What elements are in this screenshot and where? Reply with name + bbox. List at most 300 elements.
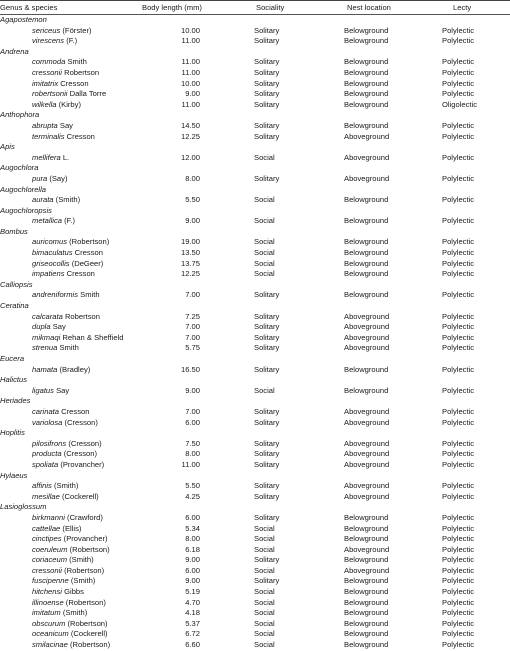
species-author: (Smith) [69,555,94,565]
species-row [0,629,510,640]
species-name [32,576,95,587]
species-author: (Cresson) [63,449,98,459]
species-epithet: andreniformis [32,290,79,300]
sociality-value: Social [254,587,275,597]
lecty-value: Polylectic [442,173,475,183]
genus-row [0,163,510,174]
species-name [32,608,87,619]
species-row [0,545,510,556]
nest-location-value: Belowground [344,534,389,544]
species-author: L. [62,152,70,162]
species-row [0,121,510,132]
genus-row [0,502,510,513]
genus-row [0,428,510,439]
species-author: (Cresson) [64,417,98,427]
genus-name: Agapostemon [0,15,47,24]
species-author: (Say) [49,173,68,183]
header-genus-species: Genus & species [0,3,58,12]
genus-name: Apis [0,142,15,152]
nest-location-value: Belowground [344,618,389,628]
species-epithet: fuscipenne [32,576,69,586]
genus-row [0,47,510,58]
sociality-value: Solitary [254,99,280,109]
body-length-value: 8.00 [185,173,200,183]
sociality-value: Solitary [254,576,280,586]
nest-location-value: Belowground [344,576,389,586]
genus-row [0,280,510,291]
species-epithet: dupla [32,322,51,332]
genus-name: Hylaeus [0,470,28,480]
species-epithet: robertsonii [32,89,68,99]
sociality-value: Solitary [254,449,280,459]
nest-location-value: Aboveground [344,481,390,491]
species-epithet: terminalis [32,131,65,141]
species-row [0,587,510,598]
lecty-value: Polylectic [442,608,475,618]
species-epithet: mellifera [32,152,61,162]
species-epithet: imitatum [32,608,61,618]
species-name [32,343,79,354]
genus-name: Augochlora [0,163,39,173]
nest-location-value: Belowground [344,608,389,618]
species-author: Smith [80,290,100,300]
species-row [0,365,510,376]
species-name [32,259,103,270]
body-length-value: 11.00 [181,99,200,109]
lecty-value: Polylectic [442,332,475,342]
genus-row [0,227,510,238]
sociality-value: Solitary [254,57,280,67]
body-length-value: 6.72 [185,629,200,639]
body-length-value: 19.00 [180,237,200,247]
sociality-value: Social [254,152,275,162]
nest-location-value: Belowground [344,99,389,109]
header-body-length: Body length (mm) [142,3,202,12]
lecty-value: Polylectic [442,523,475,533]
lecty-value: Polylectic [442,216,475,226]
species-author: (Provancher) [63,534,108,544]
sociality-value: Social [254,248,275,258]
lecty-value: Polylectic [442,491,475,501]
sociality-value: Solitary [254,290,280,300]
species-row [0,248,510,259]
lecty-value: Polylectic [442,258,475,268]
genus-name: Augochloropsis [0,205,52,215]
species-name [32,333,123,344]
sociality-value: Social [254,640,275,650]
header-lecty: Lecty [453,3,472,12]
sociality-value: Solitary [254,512,280,522]
lecty-value: Polylectic [442,311,475,321]
species-epithet: cattellae [32,523,61,533]
species-author: Smith [67,57,87,67]
body-length-value: 7.50 [185,438,200,448]
species-author: (Robertson) [64,565,105,575]
species-epithet: calcarata [32,311,63,321]
species-epithet: birkmanni [32,512,65,522]
sociality-value: Social [254,269,275,279]
genus-row [0,396,510,407]
species-row [0,237,510,248]
species-epithet: virescens [32,36,65,46]
body-length-value: 12.00 [180,152,200,162]
sociality-value: Social [254,216,275,226]
species-name [32,79,89,90]
species-epithet: spoliata [32,459,59,469]
lecty-value: Polylectic [442,544,475,554]
species-row [0,259,510,270]
body-length-value: 11.00 [181,36,200,46]
sociality-value: Social [254,597,275,607]
sociality-value: Solitary [254,25,280,35]
species-name [32,290,100,301]
nest-location-value: Belowground [344,364,389,374]
body-length-value: 6.18 [185,544,200,554]
nest-location-value: Belowground [344,269,389,279]
body-length-value: 5.34 [185,523,200,533]
species-epithet: ligatus [32,385,54,395]
species-author: Cresson [60,78,89,88]
species-row [0,343,510,354]
body-length-value: 8.00 [185,534,200,544]
lecty-value: Oligolectic [442,99,478,109]
body-length-value: 10.00 [180,78,200,88]
lecty-value: Polylectic [442,131,475,141]
sociality-value: Social [254,237,275,247]
sociality-value: Social [254,195,275,205]
sociality-value: Social [254,565,275,575]
species-name [32,439,102,450]
species-name [32,513,103,524]
genus-row [0,354,510,365]
nest-location-value: Aboveground [344,438,390,448]
sociality-value: Solitary [254,438,280,448]
species-name [32,365,90,376]
sociality-value: Solitary [254,78,280,88]
species-name [32,269,95,280]
header-nest-location: Nest location [347,3,391,12]
sociality-value: Solitary [254,481,280,491]
species-epithet: aurata [32,195,54,205]
species-name [32,449,97,460]
species-name [32,629,108,640]
genus-name: Anthophora [0,110,40,120]
species-row [0,566,510,577]
species-author: (Robertson) [70,640,111,650]
lecty-value: Polylectic [442,565,475,575]
sociality-value: Solitary [254,364,280,374]
species-row [0,89,510,100]
lecty-value: Polylectic [442,364,475,374]
nest-location-value: Belowground [344,248,389,258]
species-name [32,36,77,47]
species-name [32,555,94,566]
species-name [32,566,104,577]
species-epithet: griseocollis [32,258,70,268]
species-name [32,216,75,227]
genus-row [0,110,510,121]
nest-location-value: Aboveground [344,491,390,501]
species-row [0,460,510,471]
species-author: (F.) [64,216,76,226]
lecty-value: Polylectic [442,67,475,77]
species-epithet: bimaculatus [32,248,73,258]
species-epithet: abrupta [32,120,58,130]
body-length-value: 8.00 [185,449,200,459]
species-row [0,322,510,333]
species-row [0,79,510,90]
species-author: (DeGeer) [71,258,104,268]
species-epithet: illinoense [32,597,64,607]
lecty-value: Polylectic [442,385,475,395]
body-length-value: 5.50 [185,195,200,205]
species-row [0,439,510,450]
species-row [0,100,510,111]
sociality-value: Social [254,544,275,554]
species-name [32,587,84,598]
species-author: Robertson [64,311,100,321]
genus-row [0,185,510,196]
species-row [0,174,510,185]
nest-location-value: Aboveground [344,459,390,469]
species-epithet: oceanicum [32,629,69,639]
species-row [0,555,510,566]
body-length-value: 10.00 [180,25,200,35]
species-author: (Smith) [55,195,81,205]
nest-location-value: Aboveground [344,406,390,416]
body-length-value: 14.50 [180,120,200,130]
species-epithet: commoda [32,57,66,67]
species-name [32,460,104,471]
species-author: Cresson [74,248,103,258]
nest-location-value: Belowground [344,629,389,639]
nest-location-value: Aboveground [344,152,390,162]
species-author: (Ellis) [62,523,82,533]
body-length-value: 7.25 [185,311,200,321]
sociality-value: Solitary [254,406,280,416]
lecty-value: Polylectic [442,417,475,427]
nest-location-value: Aboveground [344,449,390,459]
nest-location-value: Belowground [344,587,389,597]
species-author: (Förster) [62,25,92,35]
species-author: (Robertson) [65,597,106,607]
species-epithet: producta [32,449,62,459]
sociality-value: Solitary [254,67,280,77]
species-name [32,132,95,143]
nest-location-value: Aboveground [344,173,390,183]
lecty-value: Polylectic [442,587,475,597]
species-author: Cresson [66,131,95,141]
body-length-value: 11.00 [181,459,200,469]
sociality-value: Social [254,534,275,544]
lecty-value: Polylectic [442,597,475,607]
sociality-value: Solitary [254,311,280,321]
nest-location-value: Belowground [344,640,389,650]
species-name [32,492,99,503]
nest-location-value: Belowground [344,57,389,67]
lecty-value: Polylectic [442,36,475,46]
lecty-value: Polylectic [442,512,475,522]
body-length-value: 7.00 [185,322,200,332]
species-epithet: carinata [32,406,60,416]
species-row [0,386,510,397]
genus-name: Heriades [0,396,31,406]
species-name [32,524,81,535]
species-name [32,174,67,185]
species-epithet: strenua [32,343,58,353]
body-length-value: 9.00 [185,216,200,226]
nest-location-value: Aboveground [344,544,390,554]
species-row [0,608,510,619]
body-length-value: 9.00 [185,385,200,395]
nest-location-value: Belowground [344,195,389,205]
sociality-value: Solitary [254,491,280,501]
species-author: (Cockerell) [70,629,108,639]
species-name [32,68,99,79]
genus-row [0,206,510,217]
nest-location-value: Belowground [344,36,389,46]
species-author: Rehan & Sheffield [62,332,124,342]
genus-name: Ceratina [0,301,29,311]
species-name [32,386,69,397]
species-epithet: impatiens [32,269,65,279]
sociality-value: Solitary [254,89,280,99]
species-author: (Cresson) [68,438,102,448]
lecty-value: Polylectic [442,322,475,332]
species-author: Say [56,385,70,395]
species-name [32,322,66,333]
species-name [32,312,100,323]
body-length-value: 5.37 [185,618,200,628]
nest-location-value: Belowground [344,555,389,565]
species-row [0,407,510,418]
nest-location-value: Aboveground [344,131,390,141]
body-length-value: 4.18 [185,608,200,618]
lecty-value: Polylectic [442,248,475,258]
genus-row [0,142,510,153]
species-name [32,26,92,37]
genus-name: Calliopsis [0,279,33,289]
body-length-value: 13.75 [180,258,200,268]
nest-location-value: Belowground [344,67,389,77]
species-row [0,513,510,524]
species-row [0,418,510,429]
species-author: (Smith) [62,608,88,618]
table-body [0,15,510,651]
species-row [0,598,510,609]
species-row [0,333,510,344]
species-name [32,534,108,545]
species-row [0,492,510,503]
species-epithet: auricomus [32,237,68,247]
nest-location-value: Belowground [344,597,389,607]
body-length-value: 16.50 [180,364,200,374]
genus-row [0,375,510,386]
species-row [0,57,510,68]
sociality-value: Social [254,385,275,395]
species-epithet: hitchensi [32,587,62,597]
nest-location-value: Aboveground [344,322,390,332]
lecty-value: Polylectic [442,406,475,416]
body-length-value: 5.50 [185,481,200,491]
lecty-value: Polylectic [442,237,475,247]
species-name [32,195,80,206]
species-name [32,121,73,132]
species-row [0,26,510,37]
species-author: Smith [59,343,79,353]
lecty-value: Polylectic [442,89,475,99]
nest-location-value: Belowground [344,237,389,247]
nest-location-value: Belowground [344,25,389,35]
genus-row [0,471,510,482]
lecty-value: Polylectic [442,25,475,35]
species-name [32,248,103,259]
genus-name: Eucera [0,354,25,363]
nest-location-value: Aboveground [344,565,390,575]
nest-location-value: Aboveground [344,332,390,342]
species-epithet: coeruleum [32,544,68,554]
genus-name: Lasioglossum [0,502,47,512]
sociality-value: Solitary [254,36,280,46]
lecty-value: Polylectic [442,120,475,130]
species-row [0,449,510,460]
body-length-value: 6.00 [185,417,200,427]
genus-name: Andrena [0,46,29,56]
body-length-value: 9.00 [185,576,200,586]
lecty-value: Polylectic [442,459,475,469]
nest-location-value: Belowground [344,78,389,88]
species-author: Cresson [66,269,95,279]
sociality-value: Social [254,608,275,618]
species-name [32,598,106,609]
species-row [0,481,510,492]
header-sociality: Sociality [256,3,285,12]
species-epithet: obscurum [32,618,66,628]
species-name [32,89,106,100]
sociality-value: Solitary [254,120,280,130]
species-author: (Robertson) [69,544,110,554]
sociality-value: Social [254,523,275,533]
genus-name: Halictus [0,375,28,385]
species-row [0,153,510,164]
species-name [32,619,108,630]
species-epithet: metallica [32,216,62,226]
lecty-value: Polylectic [442,290,475,300]
species-name [32,481,78,492]
species-epithet: pura [32,173,48,183]
nest-location-value: Aboveground [344,343,390,353]
sociality-value: Solitary [254,459,280,469]
species-author: (F.) [66,36,78,46]
species-row [0,132,510,143]
species-name [32,418,98,429]
genus-row [0,15,510,26]
nest-location-value: Belowground [344,89,389,99]
species-name [32,407,89,418]
species-row [0,216,510,227]
species-name [32,237,109,248]
body-length-value: 12.25 [180,131,200,141]
species-row [0,534,510,545]
species-epithet: coriaceum [32,555,68,565]
sociality-value: Solitary [254,173,280,183]
lecty-value: Polylectic [442,555,475,565]
species-author: Say [59,120,73,130]
species-author: (Bradley) [59,364,91,374]
body-length-value: 4.70 [185,597,200,607]
lecty-value: Polylectic [442,152,475,162]
lecty-value: Polylectic [442,438,475,448]
